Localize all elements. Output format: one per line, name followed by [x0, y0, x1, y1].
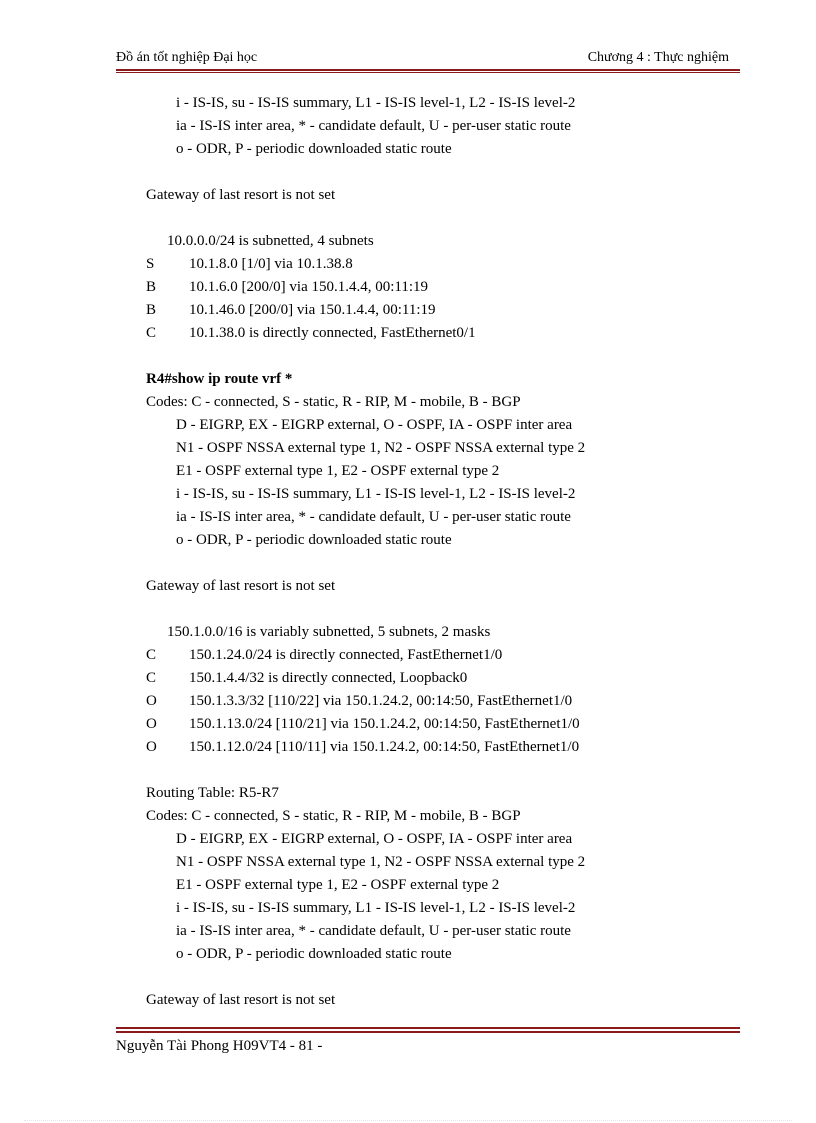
- codes-line: i - IS-IS, su - IS-IS summary, L1 - IS-IS level-1, L2 - IS-IS level-2: [176, 95, 576, 111]
- codes-line: i - IS-IS, su - IS-IS summary, L1 - IS-IS level-1, L2 - IS-IS level-2: [176, 900, 576, 916]
- route-code: C: [146, 325, 157, 341]
- header-chapter-title: Chương 4 : Thực nghiệm: [587, 50, 729, 65]
- header-document-title: Đồ án tốt nghiệp Đại học: [116, 50, 258, 65]
- page-header: [116, 50, 740, 68]
- subnet-header: 10.0.0.0/24 is subnetted, 4 subnets: [167, 233, 374, 249]
- route-code: B: [146, 279, 157, 295]
- codes-line: o - ODR, P - periodic downloaded static route: [176, 532, 452, 548]
- route-code: O: [146, 739, 157, 755]
- route-code: O: [146, 693, 157, 709]
- route-text: 10.1.8.0 [1/0] via 10.1.38.8: [189, 256, 353, 272]
- route-code: O: [146, 716, 157, 732]
- route-text: 150.1.3.3/32 [110/22] via 150.1.24.2, 00:14:50, FastEthernet1/0: [189, 693, 573, 709]
- codes-line: i - IS-IS, su - IS-IS summary, L1 - IS-IS level-1, L2 - IS-IS level-2: [176, 486, 576, 502]
- route-code: S: [146, 256, 155, 272]
- route-code: C: [146, 647, 157, 663]
- route-code: C: [146, 670, 157, 686]
- footer-rule-lower: [116, 1031, 740, 1033]
- codes-line: D - EIGRP, EX - EIGRP external, O - OSPF, IA - OSPF inter area: [176, 417, 573, 433]
- route-text: 10.1.38.0 is directly connected, FastEthernet0/1: [189, 325, 476, 341]
- routing-table-title: Routing Table: R5-R7: [146, 785, 279, 801]
- route-text: 150.1.12.0/24 [110/11] via 150.1.24.2, 00:14:50, FastEthernet1/0: [189, 739, 580, 755]
- codes-header: Codes: C - connected, S - static, R - RIP, M - mobile, B - BGP: [146, 394, 521, 410]
- gateway-line: Gateway of last resort is not set: [146, 992, 336, 1008]
- gateway-line: Gateway of last resort is not set: [146, 187, 336, 203]
- route-text: 10.1.46.0 [200/0] via 150.1.4.4, 00:11:19: [189, 302, 436, 318]
- gateway-line: Gateway of last resort is not set: [146, 578, 336, 594]
- command-line: R4#show ip route vrf *: [146, 371, 293, 387]
- route-code: B: [146, 302, 157, 318]
- codes-header: Codes: C - connected, S - static, R - RIP, M - mobile, B - BGP: [146, 808, 521, 824]
- header-rule-thin: [116, 72, 740, 73]
- codes-line: E1 - OSPF external type 1, E2 - OSPF external type 2: [176, 463, 500, 479]
- header-rule: [116, 69, 740, 71]
- route-text: 10.1.6.0 [200/0] via 150.1.4.4, 00:11:19: [189, 279, 429, 295]
- codes-line: o - ODR, P - periodic downloaded static route: [176, 141, 452, 157]
- codes-line: D - EIGRP, EX - EIGRP external, O - OSPF, IA - OSPF inter area: [176, 831, 573, 847]
- route-text: 150.1.13.0/24 [110/21] via 150.1.24.2, 00:14:50, FastEthernet1/0: [189, 716, 580, 732]
- route-text: 150.1.24.0/24 is directly connected, FastEthernet1/0: [189, 647, 503, 663]
- page-bottom-divider: [24, 1120, 792, 1121]
- codes-line: ia - IS-IS inter area, * - candidate default, U - per-user static route: [176, 118, 571, 134]
- route-text: 150.1.4.4/32 is directly connected, Loopback0: [189, 670, 468, 686]
- footer-rule: [116, 1027, 740, 1029]
- codes-line: N1 - OSPF NSSA external type 1, N2 - OSPF NSSA external type 2: [176, 854, 586, 870]
- codes-line: o - ODR, P - periodic downloaded static route: [176, 946, 452, 962]
- page-footer: Nguyễn Tài Phong H09VT4 - 81 -: [116, 1038, 323, 1054]
- codes-line: E1 - OSPF external type 1, E2 - OSPF external type 2: [176, 877, 500, 893]
- codes-line: ia - IS-IS inter area, * - candidate default, U - per-user static route: [176, 923, 571, 939]
- codes-line: ia - IS-IS inter area, * - candidate default, U - per-user static route: [176, 509, 571, 525]
- codes-line: N1 - OSPF NSSA external type 1, N2 - OSPF NSSA external type 2: [176, 440, 586, 456]
- subnet-header: 150.1.0.0/16 is variably subnetted, 5 subnets, 2 masks: [167, 624, 491, 640]
